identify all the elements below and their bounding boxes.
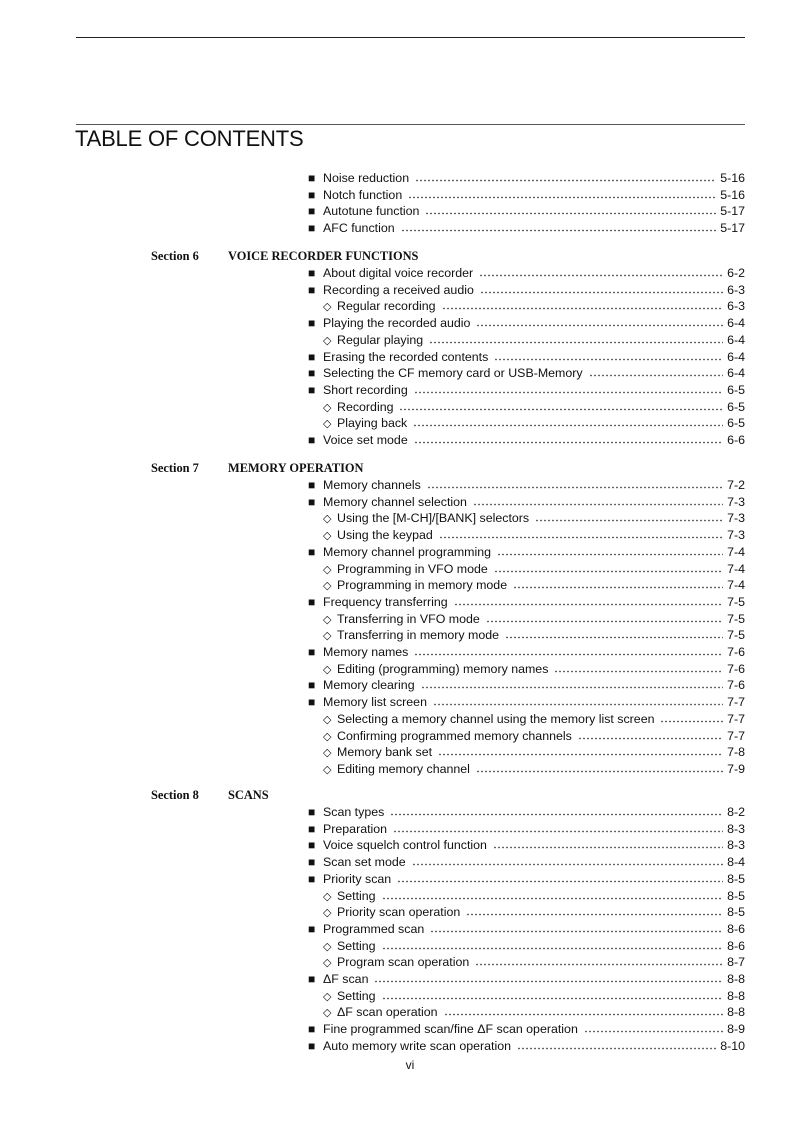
diamond-bullet-icon: ◇ <box>323 513 332 526</box>
toc-entry-page: 6-6 <box>727 433 745 447</box>
toc-entry-page: 8-4 <box>727 855 745 870</box>
dot-leader <box>421 686 723 689</box>
toc-entry-page: 6-4 <box>727 349 745 364</box>
toc-entry-page: 7-3 <box>727 528 745 543</box>
toc-entry-page: 7-7 <box>727 695 745 710</box>
toc-entry-label: Transferring in memory mode <box>337 628 500 643</box>
toc-entry-label: Confirming programmed memory channels <box>337 728 572 743</box>
toc-entry-label: Setting <box>337 988 376 1003</box>
toc-entry-label: Using the keypad <box>337 528 433 543</box>
dot-leader <box>466 913 723 916</box>
toc-entry-label: Memory channels <box>323 478 421 492</box>
toc-entry[interactable] <box>308 187 745 203</box>
square-bullet-icon: ■ <box>308 494 316 509</box>
toc-entry-label: Memory names <box>323 645 409 659</box>
diamond-bullet-icon: ◇ <box>323 1007 332 1020</box>
toc-entry-label: Memory bank set <box>337 745 433 760</box>
toc-entry-page: 6-4 <box>727 332 745 347</box>
toc-entry[interactable] <box>308 382 745 398</box>
toc-entry-label: Short recording <box>323 382 408 397</box>
toc-subentry[interactable] <box>323 332 745 348</box>
toc-entry[interactable] <box>308 971 745 987</box>
dot-leader <box>412 863 723 866</box>
toc-subentry[interactable] <box>323 711 745 727</box>
toc-entry-page: 7-7 <box>727 728 745 743</box>
dot-leader <box>414 441 723 444</box>
toc-entry-page: 6-3 <box>727 282 745 297</box>
toc-entry-label: Using the [M-CH]/[BANK] selectors <box>337 511 530 526</box>
diamond-bullet-icon: ◇ <box>323 401 332 414</box>
toc-entry[interactable] <box>308 837 745 853</box>
toc-subentry[interactable] <box>323 298 745 314</box>
dot-leader <box>399 408 723 411</box>
dot-leader <box>408 196 716 199</box>
header-rule <box>76 37 745 38</box>
toc-entry[interactable] <box>308 494 745 510</box>
toc-entry-label: Regular playing <box>337 332 424 347</box>
toc-entry-label: Selecting a memory channel using the memory list screen <box>337 711 655 726</box>
square-bullet-icon: ■ <box>308 838 316 853</box>
toc-entry-page: 8-9 <box>727 1022 745 1037</box>
toc-entry-label: ΔF scan <box>323 972 369 986</box>
square-bullet-icon: ■ <box>308 266 316 280</box>
dot-leader <box>415 179 716 182</box>
dot-leader <box>442 307 724 310</box>
toc-entry-page: 8-8 <box>727 988 745 1003</box>
square-bullet-icon: ■ <box>308 366 316 381</box>
toc-entry-label: Editing (programming) memory names <box>337 661 549 676</box>
square-bullet-icon: ■ <box>308 204 316 219</box>
toc-entry[interactable] <box>308 203 745 219</box>
toc-entry[interactable] <box>308 220 745 236</box>
dot-leader <box>427 486 723 489</box>
toc-entry-page: 8-3 <box>727 838 745 853</box>
toc-entry-page: 5-16 <box>720 171 745 185</box>
toc-entry-label: Setting <box>337 938 376 953</box>
toc-entry-label: Programming in VFO mode <box>337 561 488 576</box>
dot-leader <box>535 519 723 522</box>
page-number: vi <box>405 1058 415 1072</box>
diamond-bullet-icon: ◇ <box>323 334 332 347</box>
section-title[interactable]: VOICE RECORDER FUNCTIONS <box>228 249 419 263</box>
toc-entry-page: 8-5 <box>727 905 745 920</box>
dot-leader <box>494 358 723 361</box>
square-bullet-icon: ■ <box>308 921 316 936</box>
toc-entry-label: Autotune function <box>323 204 420 219</box>
toc-entry[interactable] <box>308 315 745 331</box>
dot-leader <box>454 603 723 606</box>
dot-leader <box>382 997 724 1000</box>
toc-subentry[interactable] <box>323 728 745 744</box>
dot-leader <box>414 653 723 656</box>
toc-entry-label: Playing the recorded audio <box>323 316 471 331</box>
toc-subentry[interactable] <box>323 904 745 920</box>
toc-entry-page: 5-17 <box>720 221 745 236</box>
toc-entry[interactable] <box>308 1038 745 1054</box>
toc-entry[interactable] <box>308 170 745 186</box>
square-bullet-icon: ■ <box>308 855 316 870</box>
toc-entry-label: Programmed scan <box>323 921 425 936</box>
toc-entry[interactable] <box>308 804 745 820</box>
toc-subentry[interactable] <box>323 561 745 577</box>
toc-entry[interactable] <box>308 821 745 837</box>
toc-entry-page: 7-2 <box>727 478 745 492</box>
diamond-bullet-icon: ◇ <box>323 563 332 576</box>
dot-leader <box>476 770 723 773</box>
square-bullet-icon: ■ <box>308 805 316 819</box>
square-bullet-icon: ■ <box>308 349 316 364</box>
toc-entry-label: Auto memory write scan operation <box>323 1038 512 1053</box>
toc-entry-page: 7-8 <box>727 745 745 760</box>
toc-entry-page: 8-6 <box>727 921 745 936</box>
toc-entry-page: 7-4 <box>727 561 745 576</box>
dot-leader <box>554 670 723 673</box>
toc-entry-page: 8-5 <box>727 871 745 886</box>
diamond-bullet-icon: ◇ <box>323 301 332 314</box>
toc-entry[interactable] <box>308 265 745 281</box>
toc-entry-page: 7-4 <box>727 578 745 593</box>
toc-entry-page: 5-16 <box>720 187 745 202</box>
square-bullet-icon: ■ <box>308 433 316 447</box>
dot-leader <box>473 503 723 506</box>
toc-entry-label: Program scan operation <box>337 955 470 970</box>
toc-entry-label: Regular recording <box>337 299 436 314</box>
toc-entry-page: 7-7 <box>727 711 745 726</box>
dot-leader <box>438 753 723 756</box>
toc-entry-page: 7-3 <box>727 494 745 509</box>
dot-leader <box>430 930 723 933</box>
toc-entry-page: 6-4 <box>727 316 745 331</box>
dot-leader <box>397 880 723 883</box>
diamond-bullet-icon: ◇ <box>323 763 332 776</box>
toc-entry-label: Memory channel programming <box>323 544 492 559</box>
toc-entry-page: 7-5 <box>727 594 745 609</box>
square-bullet-icon: ■ <box>308 1022 316 1037</box>
dot-leader <box>660 720 723 723</box>
square-bullet-icon: ■ <box>308 544 316 559</box>
toc-entry-page: 7-9 <box>727 761 745 776</box>
dot-leader <box>493 846 723 849</box>
dot-leader <box>517 1047 716 1050</box>
toc-entry[interactable] <box>308 871 745 887</box>
section-title[interactable]: MEMORY OPERATION <box>228 461 364 475</box>
toc-entry-label: Playing back <box>337 416 408 431</box>
square-bullet-icon: ■ <box>308 821 316 836</box>
toc-entry-page: 8-7 <box>727 955 745 970</box>
diamond-bullet-icon: ◇ <box>323 418 332 431</box>
dot-leader <box>494 570 723 573</box>
diamond-bullet-icon: ◇ <box>323 630 332 643</box>
toc-entry-label: Priority scan <box>323 871 392 886</box>
dot-leader <box>513 586 723 589</box>
dot-leader <box>382 947 724 950</box>
toc-entry[interactable] <box>308 694 745 710</box>
diamond-bullet-icon: ◇ <box>323 580 332 593</box>
toc-entry-label: Frequency transferring <box>323 594 448 609</box>
diamond-bullet-icon: ◇ <box>323 713 332 726</box>
toc-entry-label: Erasing the recorded contents <box>323 349 489 364</box>
toc-entry-page: 7-4 <box>727 544 745 559</box>
square-bullet-icon: ■ <box>308 316 316 331</box>
square-bullet-icon: ■ <box>308 972 316 986</box>
toc-entry-label: Setting <box>337 888 376 903</box>
toc-entry-page: 8-6 <box>727 938 745 953</box>
toc-subentry[interactable] <box>323 399 745 415</box>
dot-leader <box>476 324 723 327</box>
toc-entry-page: 6-5 <box>727 382 745 397</box>
toc-subentry[interactable] <box>323 988 745 1004</box>
toc-subentry[interactable] <box>323 661 745 677</box>
square-bullet-icon: ■ <box>308 478 316 492</box>
toc-entry[interactable] <box>308 594 745 610</box>
section-label: Section 7 <box>151 461 199 475</box>
dot-leader <box>425 212 716 215</box>
toc-subentry[interactable] <box>323 415 745 431</box>
toc-subentry[interactable] <box>323 577 745 593</box>
diamond-bullet-icon: ◇ <box>323 907 332 920</box>
diamond-bullet-icon: ◇ <box>323 940 332 953</box>
toc-entry-page: 7-5 <box>727 628 745 643</box>
section-label: Section 8 <box>151 788 199 802</box>
dot-leader <box>413 424 723 427</box>
dot-leader <box>584 1030 723 1033</box>
toc-entry[interactable] <box>308 644 745 660</box>
toc-entry[interactable] <box>308 349 745 365</box>
dot-leader <box>444 1013 724 1016</box>
toc-entry-label: Noise reduction <box>323 171 410 185</box>
toc-entry-page: 5-17 <box>720 204 745 219</box>
diamond-bullet-icon: ◇ <box>323 730 332 743</box>
diamond-bullet-icon: ◇ <box>323 747 332 760</box>
toc-entry-page: 7-6 <box>727 645 745 659</box>
toc-entry-page: 7-6 <box>727 661 745 676</box>
toc-entry[interactable] <box>308 282 745 298</box>
toc-entry[interactable] <box>308 544 745 560</box>
toc-subentry[interactable] <box>323 938 745 954</box>
toc-entry-page: 8-10 <box>720 1038 745 1053</box>
square-bullet-icon: ■ <box>308 678 316 693</box>
toc-subentry[interactable] <box>323 627 745 643</box>
toc-entry-label: Editing memory channel <box>337 761 470 776</box>
toc-entry-label: Recording a received audio <box>323 282 474 297</box>
toc-entry-page: 7-3 <box>727 511 745 526</box>
dot-leader <box>401 229 717 232</box>
toc-entry-page: 6-3 <box>727 299 745 314</box>
toc-subentry[interactable] <box>323 761 745 777</box>
toc-subentry[interactable] <box>323 527 745 543</box>
toc-subentry[interactable] <box>323 744 745 760</box>
toc-subentry[interactable] <box>323 611 745 627</box>
dot-leader <box>475 963 723 966</box>
dot-leader <box>390 813 723 816</box>
toc-entry-label: About digital voice recorder <box>323 266 474 280</box>
diamond-bullet-icon: ◇ <box>323 663 332 676</box>
square-bullet-icon: ■ <box>308 221 316 236</box>
toc-entry-label: Scan types <box>323 805 385 819</box>
square-bullet-icon: ■ <box>308 187 316 202</box>
toc-entry-page: 8-8 <box>727 972 745 986</box>
title-rule <box>76 124 745 125</box>
toc-entry[interactable] <box>308 477 745 493</box>
toc-entry-page: 6-4 <box>727 366 745 381</box>
diamond-bullet-icon: ◇ <box>323 613 332 626</box>
toc-entry-page: 6-2 <box>727 266 745 280</box>
square-bullet-icon: ■ <box>308 1038 316 1053</box>
toc-entry[interactable] <box>308 1021 745 1037</box>
toc-entry-page: 6-5 <box>727 416 745 431</box>
dot-leader <box>497 553 723 556</box>
toc-entry[interactable] <box>308 921 745 937</box>
toc-entry-label: Programming in memory mode <box>337 578 508 593</box>
toc-entry-label: ΔF scan operation <box>337 1005 438 1020</box>
diamond-bullet-icon: ◇ <box>323 530 332 543</box>
diamond-bullet-icon: ◇ <box>323 957 332 970</box>
section-label: Section 6 <box>151 249 199 263</box>
toc-entry[interactable] <box>308 677 745 693</box>
dot-leader <box>578 737 723 740</box>
toc-entry-label: Preparation <box>323 821 388 836</box>
square-bullet-icon: ■ <box>308 594 316 609</box>
square-bullet-icon: ■ <box>308 171 316 185</box>
toc-entry-page: 7-5 <box>727 611 745 626</box>
square-bullet-icon: ■ <box>308 695 316 710</box>
toc-entry-page: 8-2 <box>727 805 745 819</box>
toc-entry-page: 6-5 <box>727 399 745 414</box>
square-bullet-icon: ■ <box>308 282 316 297</box>
toc-entry-label: Fine programmed scan/fine ΔF scan operation <box>323 1022 578 1037</box>
square-bullet-icon: ■ <box>308 382 316 397</box>
diamond-bullet-icon: ◇ <box>323 990 332 1003</box>
section-title[interactable]: SCANS <box>228 788 269 802</box>
dot-leader <box>486 620 723 623</box>
toc-subentry[interactable] <box>323 888 745 904</box>
dot-leader <box>393 830 723 833</box>
toc-entry[interactable] <box>308 365 745 381</box>
toc-entry-label: Selecting the CF memory card or USB-Memory <box>323 366 583 381</box>
toc-entry-label: Priority scan operation <box>337 905 461 920</box>
diamond-bullet-icon: ◇ <box>323 890 332 903</box>
toc-entry-label: Voice set mode <box>323 433 408 447</box>
toc-entry-label: Notch function <box>323 187 403 202</box>
toc-entry[interactable] <box>308 854 745 870</box>
toc-subentry[interactable] <box>323 510 745 526</box>
dot-leader <box>439 536 723 539</box>
dot-leader <box>429 341 723 344</box>
toc-entry-page: 7-6 <box>727 678 745 693</box>
toc-entry-label: AFC function <box>323 221 395 236</box>
toc-entry-label: Memory channel selection <box>323 494 467 509</box>
dot-leader <box>480 291 723 294</box>
toc-entry-label: Recording <box>337 399 394 414</box>
dot-leader <box>382 897 724 900</box>
toc-entry-page: 8-8 <box>727 1005 745 1020</box>
toc-entry-page: 8-3 <box>727 821 745 836</box>
square-bullet-icon: ■ <box>308 645 316 659</box>
toc-entry-label: Memory clearing <box>323 678 415 693</box>
dot-leader <box>589 374 723 377</box>
toc-entry[interactable] <box>308 432 745 448</box>
toc-entry-label: Transferring in VFO mode <box>337 611 480 626</box>
square-bullet-icon: ■ <box>308 871 316 886</box>
dot-leader <box>505 636 723 639</box>
toc-subentry[interactable] <box>323 954 745 970</box>
dot-leader <box>414 391 723 394</box>
toc-entry-label: Scan set mode <box>323 855 406 870</box>
toc-entry-page: 8-5 <box>727 888 745 903</box>
toc-subentry[interactable] <box>323 1004 745 1020</box>
dot-leader <box>433 703 723 706</box>
toc-entry-label: Voice squelch control function <box>323 838 487 853</box>
dot-leader <box>374 980 723 983</box>
page-title: TABLE OF CONTENTS <box>75 126 304 151</box>
toc-entry-label: Memory list screen <box>323 695 427 710</box>
dot-leader <box>479 274 723 277</box>
